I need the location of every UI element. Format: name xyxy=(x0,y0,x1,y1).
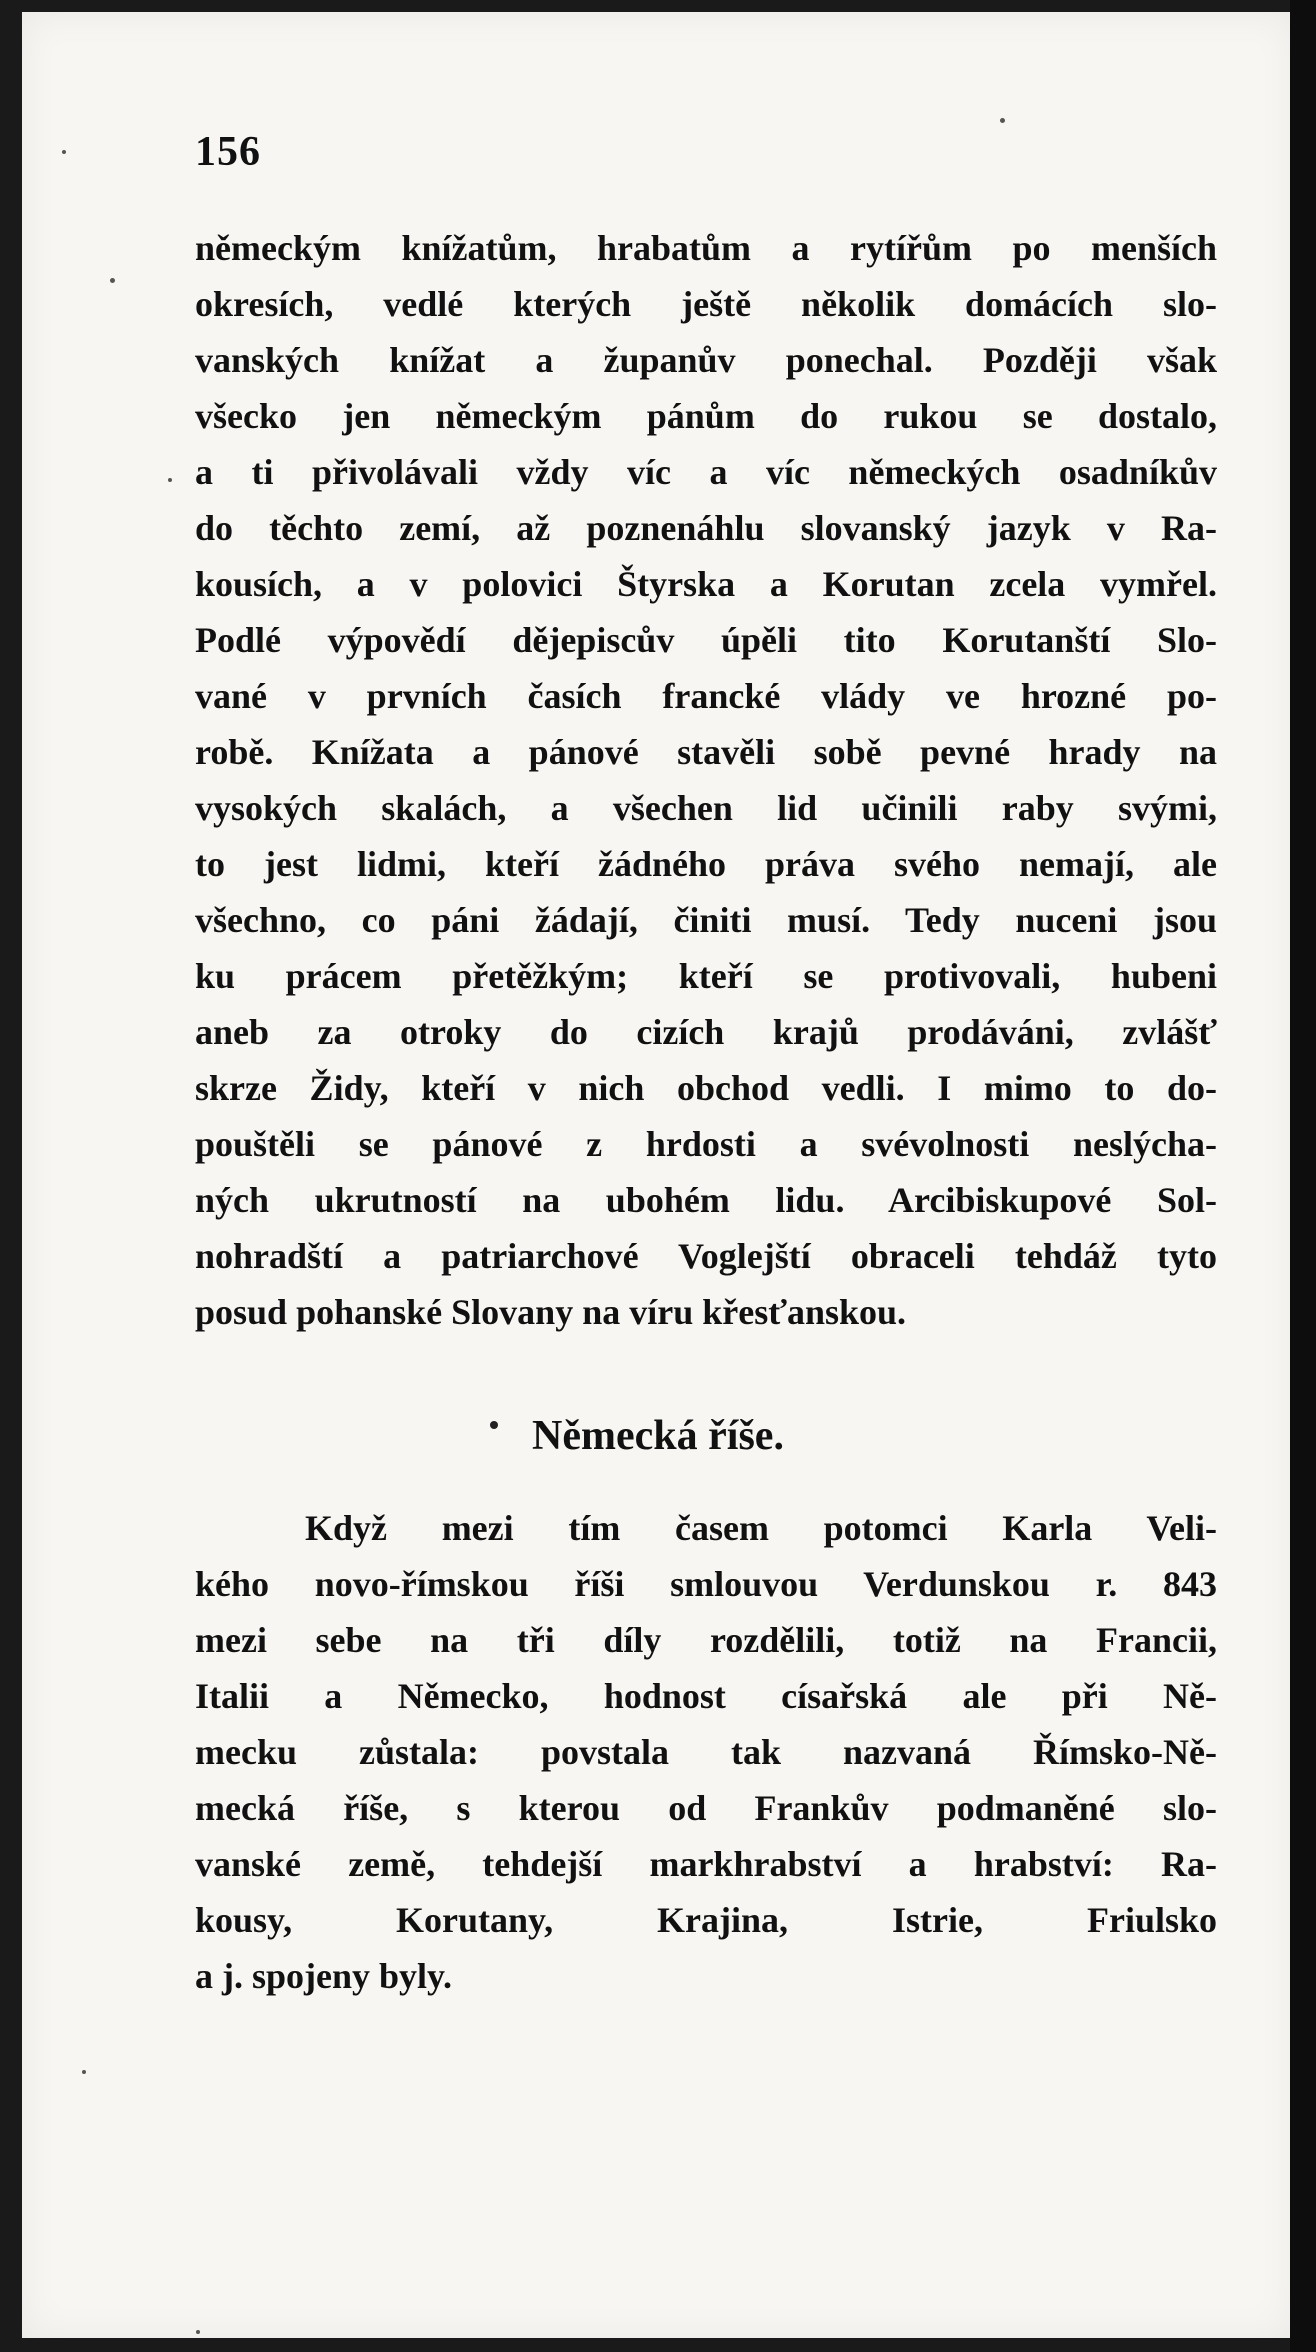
text-line: všecko jen německým pánům do rukou se dostalo, xyxy=(195,396,1217,436)
text-line: a j. spojeny byly. xyxy=(195,1956,453,1996)
text-line: nohradští a patriarchové Voglejští obraceli tehdáž tyto xyxy=(195,1236,1217,1276)
text-line: vané v prvních časích francké vlády ve hrozné po- xyxy=(195,676,1217,716)
scan-speck xyxy=(110,278,115,283)
scan-speck xyxy=(62,150,66,154)
text-line: pouštěli se pánové z hrdosti a svévolnosti neslýcha- xyxy=(195,1124,1217,1164)
scan-speck xyxy=(1000,118,1005,123)
text-line: skrze Židy, kteří v nich obchod vedli. I mimo to do- xyxy=(195,1068,1217,1108)
text-line: kousy, Korutany, Krajina, Istrie, Friulsko xyxy=(195,1900,1217,1940)
section-heading: Německá říše. xyxy=(532,1413,784,1459)
text-line: vanských knížat a županův ponechal. Později však xyxy=(195,340,1217,380)
text-line: mecká říše, s kterou od Frankův podmaněné slo- xyxy=(195,1788,1217,1828)
text-line: mecku zůstala: povstala tak nazvaná Římsko-Ně- xyxy=(195,1732,1217,1772)
text-line: kého novo-římskou říši smlouvou Verdunskou r. 843 xyxy=(195,1564,1217,1604)
text-line: kousích, a v polovici Štyrska a Korutan zcela vymřel. xyxy=(195,564,1217,604)
page-number: 156 xyxy=(195,129,261,175)
text-line: německým knížatům, hrabatům a rytířům po menších xyxy=(195,228,1217,268)
text-line: vysokých skalách, a všechen lid učinili raby svými, xyxy=(195,788,1217,828)
scan-speck xyxy=(168,478,172,482)
text-line: mezi sebe na tři díly rozdělili, totiž na Francii, xyxy=(195,1620,1217,1660)
text-line: ku prácem přetěžkým; kteří se protivovali, hubeni xyxy=(195,956,1217,996)
scan-edge xyxy=(1290,0,1316,2352)
scan-speck xyxy=(82,2070,86,2074)
text-line: všechno, co páni žádají, činiti musí. Tedy nuceni jsou xyxy=(195,900,1217,940)
text-line: okresích, vedlé kterých ještě několik domácích slo- xyxy=(195,284,1217,324)
scan-speck xyxy=(196,2330,200,2334)
text-line: to jest lidmi, kteří žádného práva svého nemají, ale xyxy=(195,844,1217,884)
text-line: Když mezi tím časem potomci Karla Veli- xyxy=(305,1508,1217,1548)
text-line: aneb za otroky do cizích krajů prodáváni, zvlášť xyxy=(195,1012,1217,1052)
text-line: Italii a Německo, hodnost císařská ale při Ně- xyxy=(195,1676,1217,1716)
text-line: robě. Knížata a pánové stavěli sobě pevné hrady na xyxy=(195,732,1217,772)
text-line: posud pohanské Slovany na víru křesťanskou. xyxy=(195,1292,907,1332)
text-line: a ti přivolávali vždy víc a víc německých osadníkův xyxy=(195,452,1217,492)
paragraph-1 xyxy=(195,220,1217,1340)
text-line: Podlé výpovědí dějepiscův úpěli tito Korutanští Slo- xyxy=(195,620,1217,660)
paragraph-2 xyxy=(195,1500,1217,2004)
text-line: vanské země, tehdejší markhrabství a hrabství: Ra- xyxy=(195,1844,1217,1884)
text-line: ných ukrutností na ubohém lidu. Arcibiskupové Sol- xyxy=(195,1180,1217,1220)
text-line: do těchto zemí, až poznenáhlu slovanský jazyk v Ra- xyxy=(195,508,1217,548)
